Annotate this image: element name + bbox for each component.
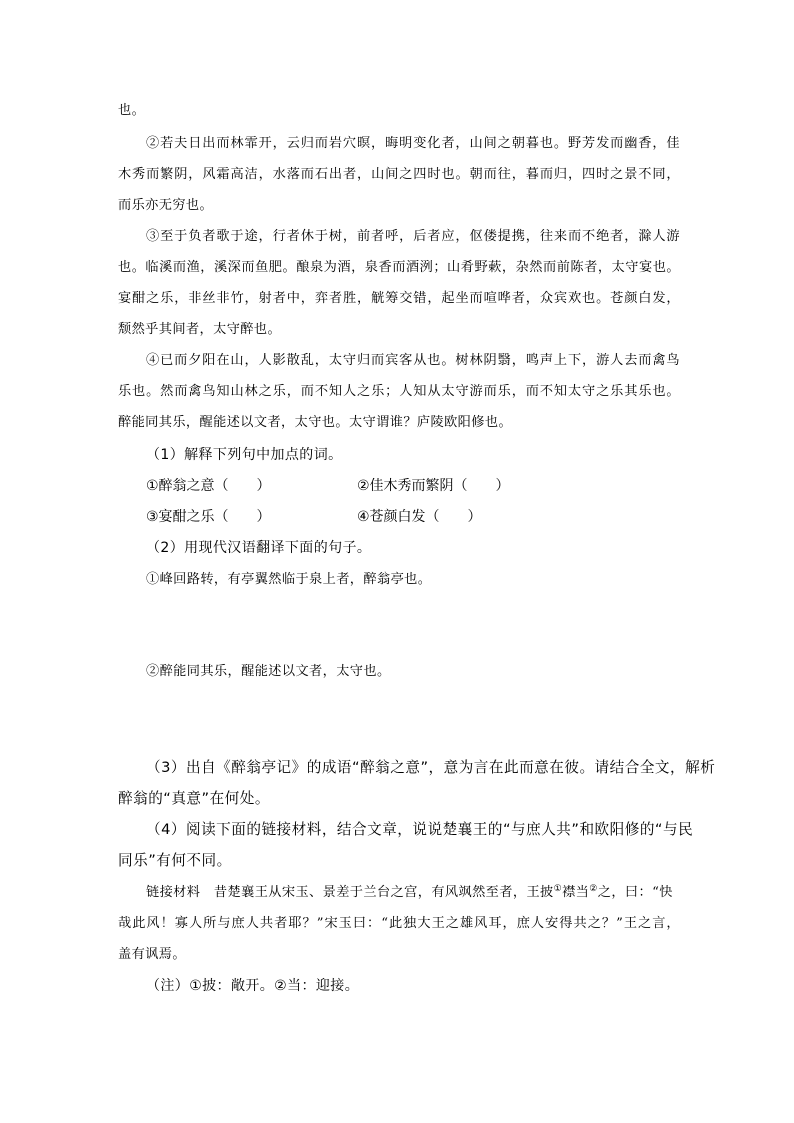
link-material-line: 哉此风！寡人所与庶人共者耶？”宋玉曰：“此独大王之雄风耳，庶人安得共之？”王之言，: [118, 916, 680, 931]
question-1-item: ①醉翁之意（ ）: [146, 478, 271, 494]
passage-paragraph-4-line: 醉能同其乐，醒能述以文者，太守也。太守谓谁？庐陵欧阳修也。: [118, 415, 513, 430]
footnote: （注）①披：敞开。②当：迎接。: [146, 978, 360, 994]
footnote-marker-2: ②: [589, 884, 598, 894]
passage-paragraph-4-line: 乐也。然而禽鸟知山林之乐，而不知人之乐；人知从太守游而乐，而不知太守之乐其乐也。: [118, 384, 680, 399]
question-2-sentence: ①峰回路转，有亭翼然临于泉上者，醉翁亭也。: [146, 572, 432, 587]
question-1-prompt: （1）解释下列句中加点的词。: [146, 447, 343, 463]
footnote-marker-1: ①: [553, 884, 563, 894]
passage-paragraph-2-line: ②若夫日出而林霏开，云归而岩穴暝，晦明变化者，山间之朝暮也。野芳发而幽香，佳: [146, 136, 680, 151]
link-material-text: 链接材料 昔楚襄王从宋玉、景差于兰台之宫，有风飒然至者，王披: [146, 885, 554, 900]
link-material-text: 襟当: [562, 885, 590, 900]
question-2-prompt: （2）用现代汉语翻译下面的句子。: [146, 540, 372, 556]
passage-paragraph-2-line: 而乐亦无穷也。: [118, 198, 214, 213]
link-material-line: 盖有讽焉。: [118, 947, 186, 962]
link-material-text: 之，曰：“快: [597, 885, 673, 900]
question-2-sentence: ②醉能同其乐，醒能述以文者，太守也。: [146, 664, 391, 679]
passage-paragraph-3-line: 颓然乎其间者，太守醉也。: [118, 322, 282, 337]
passage-paragraph-2-line: 木秀而繁阴，风霜高洁，水落而石出者，山间之四时也。朝而往，暮而归，四时之景不同，: [118, 167, 680, 182]
passage-paragraph-3-line: 也。临溪而渔，溪深而鱼肥。酿泉为酒，泉香而酒洌；山肴野蔌，杂然而前陈者，太守宴也。: [118, 260, 680, 275]
passage-line: 也。: [118, 103, 146, 118]
passage-paragraph-3-line: ③至于负者歌于途，行者休于树，前者呼，后者应，伛偻提携，往来而不绝者，滁人游: [146, 229, 680, 244]
question-3-line: （3）出自《醉翁亭记》的成语“醉翁之意”，意为言在此而意在彼。请结合全文，解析: [146, 759, 716, 776]
question-4-line: （4）阅读下面的链接材料，结合文章，说说楚襄王的“与庶人共”和欧阳修的“与民: [146, 821, 694, 838]
question-1-item: ②佳木秀而繁阴（ ）: [357, 478, 510, 494]
question-4-line: 同乐”有何不同。: [118, 852, 232, 869]
passage-paragraph-4-line: ④已而夕阳在山，人影散乱，太守归而宾客从也。树林阴翳，鸣声上下，游人去而禽鸟: [146, 353, 680, 368]
question-1-item: ③宴酣之乐（ ）: [146, 509, 271, 525]
question-1-item: ④苍颜白发（ ）: [357, 509, 482, 525]
passage-paragraph-3-line: 宴酣之乐，非丝非竹，射者中，弈者胜，觥筹交错，起坐而喧哗者，众宾欢也。苍颜白发，: [118, 291, 680, 306]
question-3-line: 醉翁的“真意”在何处。: [118, 790, 270, 807]
link-material-line: [146, 883, 680, 903]
